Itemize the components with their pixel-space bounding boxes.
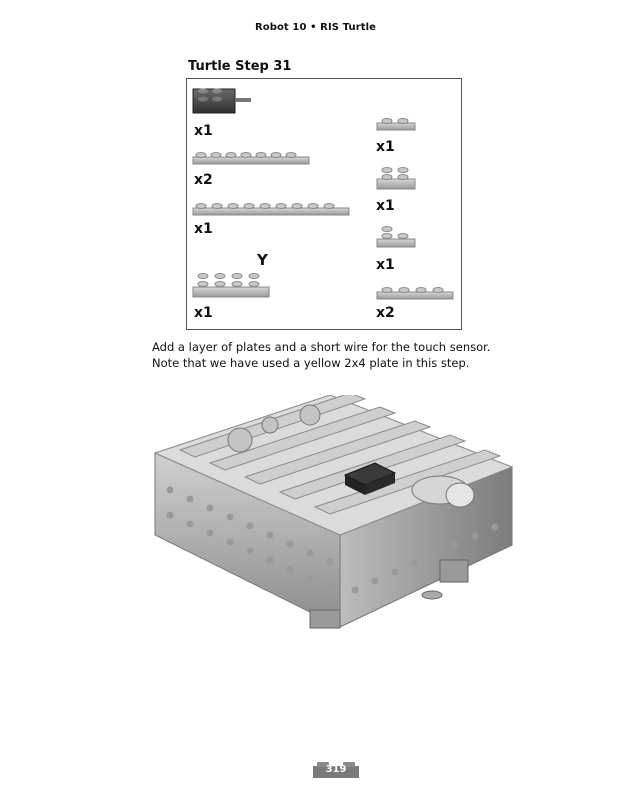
qty-plate-2x4: x1 [194, 305, 213, 321]
touch-sensor-part-icon [193, 89, 251, 114]
yellow-color-mark: Y [257, 251, 268, 269]
qty-plate-corner: x1 [376, 257, 395, 273]
plate-2x4-yellow-part-icon [193, 274, 269, 298]
qty-plate-1x2: x1 [376, 139, 395, 155]
qty-plate-2x2: x1 [376, 198, 395, 214]
qty-plate-1x4: x2 [376, 305, 395, 321]
instruction-line-1: Add a layer of plates and a short wire for the touch sensor. [152, 340, 491, 354]
step-title: Turtle Step 31 [188, 59, 292, 74]
page-number: 319 [325, 764, 347, 775]
plate-1x4-part-icon [377, 288, 453, 300]
parts-illustrations [187, 79, 461, 329]
parts-list-box [186, 78, 462, 330]
qty-plate-1x10: x1 [194, 221, 213, 237]
qty-plate-1x8: x2 [194, 172, 213, 188]
plate-1x10-part-icon [193, 204, 349, 216]
instruction-line-2: Note that we have used a yellow 2x4 plate in this step. [152, 356, 470, 370]
running-header: Robot 10 • RIS Turtle [254, 22, 377, 33]
plate-2x2-part-icon [377, 168, 415, 190]
instruction-text [152, 339, 512, 371]
plate-1x8-part-icon [193, 153, 309, 165]
plate-corner-part-icon [377, 227, 415, 248]
plate-1x2-part-icon [377, 119, 415, 131]
qty-touch-sensor: x1 [194, 123, 213, 139]
model-assembly-illustration [150, 395, 520, 640]
